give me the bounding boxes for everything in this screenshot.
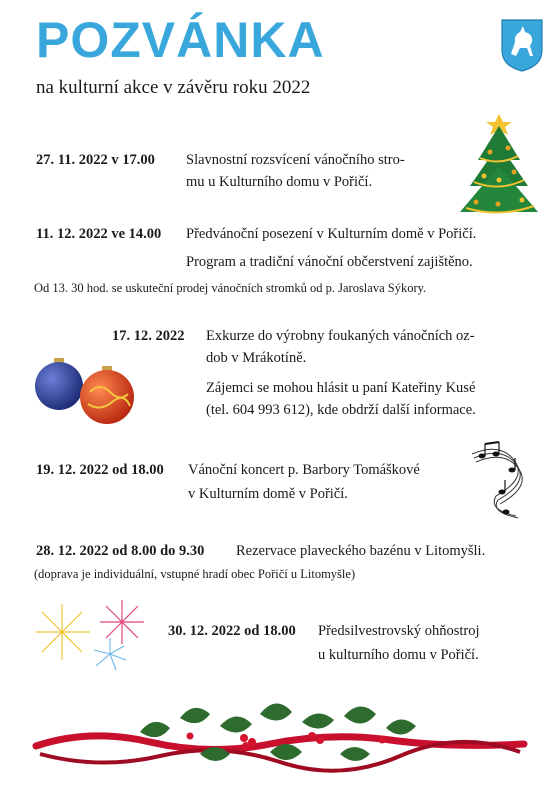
fireworks-icon <box>32 594 158 676</box>
event-1-line-2: mu u Kulturního domu v Pořičí. <box>186 174 373 190</box>
christmas-tree-icon <box>456 108 542 220</box>
event-2-line-2: Program a tradiční vánoční občerstvení zajištěno. <box>186 254 473 270</box>
page-subtitle: na kulturní akce v závěru roku 2022 <box>36 77 311 98</box>
event-5-note: (doprava je individuální, vstupné hradí obec Pořičí u Litomyšle) <box>34 567 356 581</box>
event-4-date: 19. 12. 2022 od 18.00 <box>36 462 164 478</box>
music-notes-icon <box>466 440 532 520</box>
event-2-date: 11. 12. 2022 ve 14.00 <box>36 226 162 242</box>
event-6-line-2: u kulturního domu v Pořičí. <box>318 647 479 663</box>
event-1-line-1: Slavnostní rozsvícení vánočního stro- <box>186 152 405 168</box>
event-2-line-1: Předvánoční posezení v Kulturním domě v Pořičí. <box>186 226 477 242</box>
event-3-line-4: (tel. 604 993 612), kde obdrží další informace. <box>206 402 476 418</box>
event-4-line-1: Vánoční koncert p. Barbory Tomáškové <box>188 462 420 478</box>
crest-horse-icon <box>500 18 544 72</box>
event-3-date: 17. 12. 2022 <box>112 328 185 344</box>
event-5-date: 28. 12. 2022 od 8.00 do 9.30 <box>36 543 205 559</box>
event-3-line-3: Zájemci se mohou hlásit u paní Kateřiny Kusé <box>206 380 476 396</box>
event-6-line-1: Předsilvestrovský ohňostroj <box>318 623 480 639</box>
ornaments-icon <box>30 352 136 428</box>
event-2-note: Od 13. 30 hod. se uskuteční prodej vánočních stromků od p. Jaroslava Sýkory. <box>34 281 427 295</box>
event-3-line-2: dob v Mrákotíně. <box>206 350 307 366</box>
event-6-date: 30. 12. 2022 od 18.00 <box>168 623 296 639</box>
event-3-line-1: Exkurze do výrobny foukaných vánočních oz- <box>206 328 475 344</box>
holly-garland-icon <box>30 692 530 788</box>
event-4-line-2: v Kulturním domě v Pořičí. <box>188 486 348 502</box>
event-5-line-1: Rezervace plaveckého bazénu v Litomyšli. <box>236 543 486 559</box>
page-title: POZVÁNKA <box>36 12 325 68</box>
event-1-date: 27. 11. 2022 v 17.00 <box>36 152 155 168</box>
